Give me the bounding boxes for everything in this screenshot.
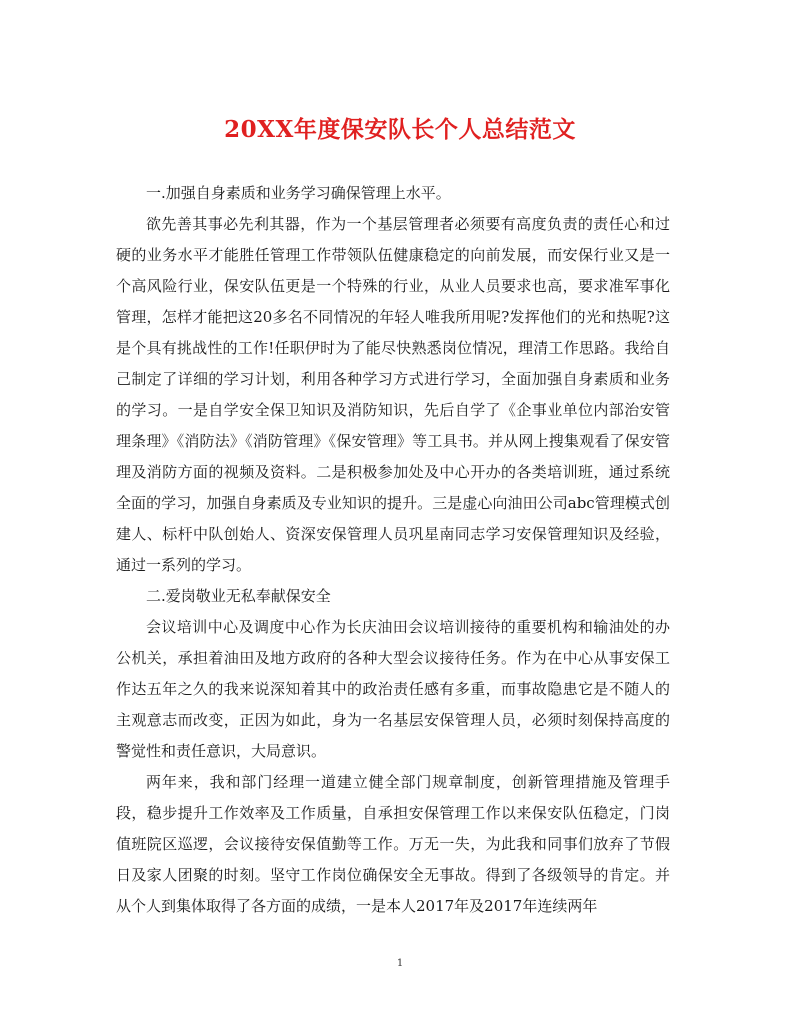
body-paragraph-1: 欲先善其事必先利其器，作为一个基层管理者必须要有高度负责的责任心和过硬的业务水平才能胜任管理工作带领队伍健康稳定的向前发展，而安保行业又是一个高风险行业，保安队伍更是一个特殊的行业，从业人员要求也高，要求准军事化管理，怎样才能把这20多名不同情况的年轻人唯我所用呢?发挥他们的光和热呢?这是个具有挑战性的工作!任职伊时为了能尽快熟悉岗位情况，理清工作思路。我给自己制定了详细的学习计划，利用各种学习方式进行学习，全面加强自身素质和业务的学习。一是自学安全保卫知识及消防知识，先后自学了《企事业单位内部治安管理条理》《消防法》《消防管理》《保安管理》等工具书。并从网上搜集观看了保安管理及消防方面的视频及资料。二是积极参加处及中心开办的各类培训班，通过系统全面的学习，加强自身素质及专业知识的提升。三是虚心向油田公司abc管理模式创建人、标杆中队创始人、资深安保管理人员巩星南同志学习安保管理知识及经验，通过一系列的学习。 [116,215,670,574]
document-title: 20XX年度保安队长个人总结范文 [224,116,576,143]
body-paragraph-3: 两年来，我和部门经理一道建立健全部门规章制度，创新管理措施及管理手段，稳步提升工作效率及工作质量，自承担安保管理工作以来保安队伍稳定，门岗值班院区巡逻，会议接待安保值勤等工作。万无一失，为此我和同事们放弃了节假日及家人团聚的时刻。坚守工作岗位确保安全无事故。得到了各级领导的肯定。并从个人到集体取得了各方面的成绩，一是本人2017年及2017年连续两年 [116,773,670,915]
page-number: 1 [396,958,404,969]
document-body [116,178,670,922]
body-paragraph-2: 会议培训中心及调度中心作为长庆油田会议培训接待的重要机构和输油处的办公机关，承担着油田及地方政府的各种大型会议接待任务。作为在中心从事安保工作达五年之久的我来说深知着其中的政治责任感有多重，而事故隐患它是不随人的主观意志而改变，正因为如此，身为一名基层安保管理人员，必须时刻保持高度的警觉性和责任意识，大局意识。 [116,618,670,760]
section-heading-2: 二.爱岗敬业无私奉献保安全 [146,587,331,605]
section-heading-1: 一.加强自身素质和业务学习确保管理上水平。 [146,184,451,202]
